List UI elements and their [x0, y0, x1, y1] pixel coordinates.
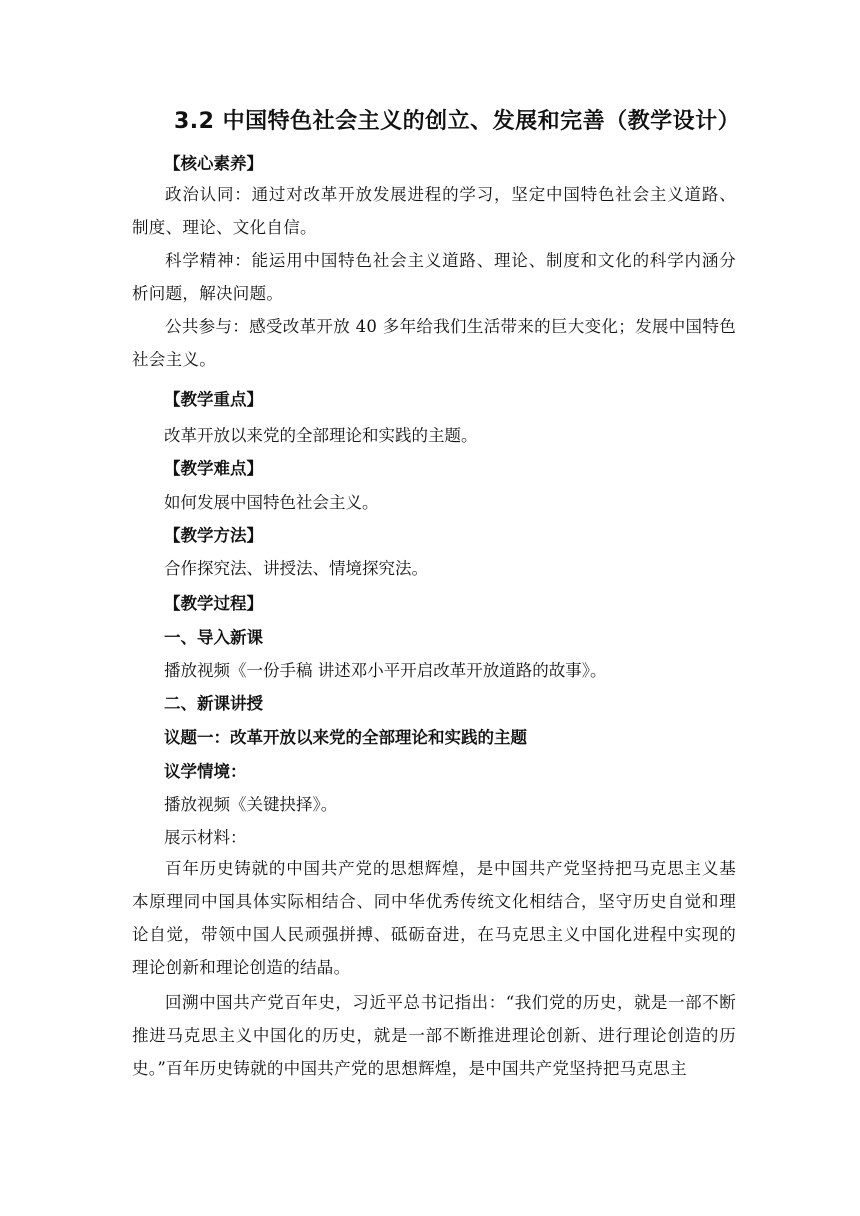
teaching-key-text: 改革开放以来党的全部理论和实践的主题。 — [164, 426, 478, 445]
learning-context-heading: 议学情境： — [164, 762, 247, 781]
core-literacy-paragraph-2: 科学精神：能运用中国特色社会主义道路、理论、制度和文化的科学内涵分析问题，解决问题。 — [132, 251, 736, 303]
step2-heading: 二、新课讲授 — [164, 694, 263, 713]
step1-heading: 一、导入新课 — [164, 628, 263, 647]
teaching-key-heading: 【教学重点】 — [164, 390, 263, 409]
teaching-method-text: 合作探究法、讲授法、情境探究法。 — [164, 559, 428, 578]
core-literacy-paragraph-3: 公共参与：感受改革开放 40 多年给我们生活带来的巨大变化；发展中国特色社会主义。 — [132, 317, 736, 369]
learning-context-text: 播放视频《关键抉择》。 — [164, 795, 338, 814]
teaching-process-heading: 【教学过程】 — [164, 594, 263, 613]
teaching-method-heading: 【教学方法】 — [164, 526, 263, 545]
teaching-difficulty-heading: 【教学难点】 — [164, 459, 263, 478]
document-title: 3.2 中国特色社会主义的创立、发展和完善（教学设计） — [174, 109, 741, 134]
step1-text: 播放视频《一份手稿 讲述邓小平开启改革开放道路的故事》。 — [164, 661, 607, 680]
material-paragraph-2: 回溯中国共产党百年史，习近平总书记指出：“我们党的历史，就是一部不断推进马克思主义中国化的历史，就是一部不断推进理论创新、进行理论创造的历史。”百年历史铸就的中国共产党的思想辉煌，是中国共产党坚持把马克思主 — [132, 993, 736, 1078]
material-label: 展示材料： — [164, 828, 247, 847]
core-literacy-heading: 【核心素养】 — [164, 154, 263, 173]
core-literacy-paragraph-1: 政治认同：通过对改革开放发展进程的学习，坚定中国特色社会主义道路、制度、理论、文化自信。 — [132, 185, 736, 237]
material-paragraph-1: 百年历史铸就的中国共产党的思想辉煌，是中国共产党坚持把马克思主义基本原理同中国具体实际相结合、同中华优秀传统文化相结合，坚守历史自觉和理论自觉，带领中国人民顽强拼搏、砥砺奋进，在马克思主义中国化进程中实现的理论创新和理论创造的结晶。 — [132, 859, 736, 977]
topic1-heading: 议题一：改革开放以来党的全部理论和实践的主题 — [164, 728, 527, 747]
teaching-difficulty-text: 如何发展中国特色社会主义。 — [164, 493, 379, 512]
